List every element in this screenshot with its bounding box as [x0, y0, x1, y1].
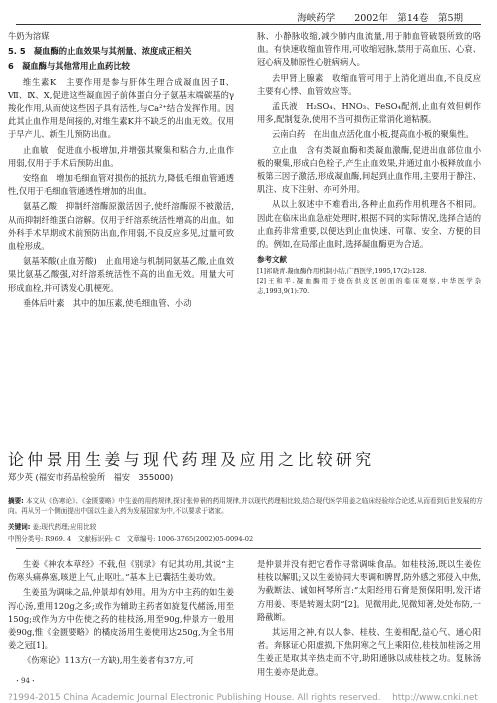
paragraph: 去甲肾上腺素 收缩血管可用于上消化道出血,不良反应主要有心悸、血管效应等。 — [257, 72, 481, 96]
copyright-watermark: ?1994-2015 China Academic Journal Electronic Publishing House. All rights reserved. http://www.cnki.net — [8, 693, 478, 703]
abstract-label: 摘要: — [8, 497, 24, 505]
paragraph: 立止血 含有类凝血酶和类凝血激酶,促进出血部位血小板的聚集,形成白色栓子,产生止血效果,并通过血小板释放血小板第三因子激活,形成凝血酶,间起到止血作用,主要用于静注、肌注、皮下注射、亦可外用。 — [257, 144, 481, 195]
paragraph: 安络血 增加毛细血管对损伤的抵抗力,降低毛细血管通透性,仅用于毛细血管通透性增加的出血。 — [8, 173, 234, 197]
author-affiliation: 郑少英 (福安市药品检验所 福安 355000) — [8, 472, 174, 482]
paragraph: 是仲景并没有把它看作寻常调味食品。如桂枝汤,既以生姜佐桂枝以解肌;又以生姜协同大枣调和脾胃,防外感之邪侵入中焦,为截断法、诚如柯琴所言:“太阳经用石膏是预保阳明,发汗诸方用姜、枣是转遏太阴”[2]。见微用此,见微知著,处处布防,一路截断。 — [257, 559, 481, 622]
running-head: 海峡药学 2002年 第14卷 第5期 — [297, 13, 463, 24]
paragraph: 氨基乙酸 抑制纤溶酶原激活因子,使纤溶酶原不被激活,从而抑制纤维蛋白溶解。仅用于纤溶系统活性增高的出血。如外科手术早期或术前预防出血,作用弱,不良反应多见,过量可致血栓形成。 — [8, 201, 234, 252]
reference-item: [2]王和平.凝血酶用于烧伤供皮区创面的临床观察,中华医学杂志,1993,9(1):70. — [257, 277, 481, 296]
paragraph: 脉、小静脉收缩,减少肺内血流量,用于肺血管破裂所致的咯血。有快速收缩血管作用,可收缩冠脉,禁用于高血压、心衰、冠心病及肺原性心脏病病人。 — [257, 31, 481, 68]
keywords-text: 姜;现代药理;应用比较 — [32, 523, 97, 531]
section-heading: 6 凝血酶与其他常用止血药比较 — [8, 61, 130, 72]
references-heading: 参考文献 — [257, 255, 287, 265]
header-rule — [16, 24, 481, 25]
keywords-label: 关键词: — [8, 523, 31, 531]
paragraph: 孟氏液 H₂SO₄、HNO₃、FeSO₄配剂,止血有效但刺作用多,配制复杂,使用不当可损伤正常消化道粘膜。 — [257, 101, 481, 125]
paragraph: 止血敏 促进血小板增加,并增强其聚集和粘合力,止血作用弱,仅用于手术后预防出血。 — [8, 144, 234, 168]
paragraph: 《伤寒论》113方(一方缺),用生姜者有37方,可 — [22, 655, 194, 666]
article-title: 论仲景用生姜与现代药理及应用之比较研究 — [8, 450, 375, 469]
classification-text: 中图分类号: R969. 4 文献标识码: C 文章编号: 1006-3765(2002)05-0094-02 — [8, 535, 254, 543]
reference-item: [1]祁晓青.凝血酶作用机制小结,广西医学,1995,17(2):128. — [257, 267, 427, 276]
abstract-text: 本文从《伤寒论》、《金匮要略》中生姜的用药规律,探讨张仲景的药用规律,并以现代药理相比较,结合现代医学用姜之临床经验综合论述,从而看到后世发展的方向。再从另一个侧面提出中国以生姜入药为发展国家为中,不以要求于诸家。 — [8, 497, 483, 516]
paragraph: 垂体后叶素 其中的加压素,使毛细血管、小动 — [22, 297, 192, 308]
title-block-rule — [16, 548, 481, 549]
paragraph: 云南白药 在出血点活化血小板,提高血小板的聚集性。 — [271, 129, 474, 140]
paragraph: 从以上叙述中不难看出,各种止血药作用机理各不相同。因此在临床出血急症处理时,根据不同的实际情况,选择合适的止血药非常重要,以便达到止血快速、可靠、安全、方便的目的。例如,在局部止血时,选择凝血酶更为合适。 — [257, 199, 481, 250]
section-heading: 5. 5 凝血酶的止血效果与其剂量、浓度成正相关 — [8, 46, 192, 57]
paragraph: 维生素K 主要作用是参与肝体生理合成凝血因子Ⅱ、Ⅶ、Ⅸ、Ⅹ,促进这些凝血因子前体蛋白分子氨基末端碳基的γ羧化作用,从而使这些因子具有活性,与Ca²⁺结合发挥作用。因此其止血作用是间接的,对维生素K并不缺乏的出血无效。仅用于早产儿、新生儿预防出血。 — [8, 76, 234, 140]
abstract — [8, 496, 486, 517]
paragraph: 生姜《神农本草经》不载,但《别录》有记其功用,其说“主伤寒头痛鼻塞,咳逆上气,止呕吐。”基本上已囊括生姜功效。 — [8, 559, 234, 583]
paragraph: 其运用之神,有以人参、桂枝、生姜相配,益心气、通心阳者。奔豚证心阳虚损,下焦阴寒之气上乘阳位,桂枝加桂汤之用生姜正是取其辛热走而不守,助阳通脉以成桂枝之功。复脉汤用生姜亦是此意。 — [257, 627, 481, 677]
paragraph: 牛奶为溶媒 — [8, 31, 50, 41]
article-column-1 — [8, 558, 234, 690]
paragraph: 生姜虽为调味之品,仲景却有妙用。用为方中主药的如生姜泻心汤,重用120g之多;或作为辅助主药者如旋复代赭汤,用至150g;或作为方中佐使之药的桂枝汤,用至90g,仲景方一般用姜90g,惟《金匮要略》的橘皮汤用生姜使用达250g,为全书用姜之冠[1]。 — [8, 587, 234, 651]
prev-article-column-2 — [257, 30, 481, 432]
paragraph: 氨基苯酸(止血芳酸) 止血用途与机制同氨基乙酸,止血效果比氨基乙酸强,对纤溶系统活性不高的出血无效。用量大可形成血栓,并可诱发心肌梗死。 — [8, 256, 234, 293]
page-number: ・94・ — [14, 677, 37, 685]
classification-line — [8, 533, 253, 543]
keywords — [8, 521, 96, 531]
prev-article-column-1 — [8, 30, 234, 432]
article-column-2 — [257, 558, 481, 690]
prev-article-column-2-body — [257, 30, 481, 251]
